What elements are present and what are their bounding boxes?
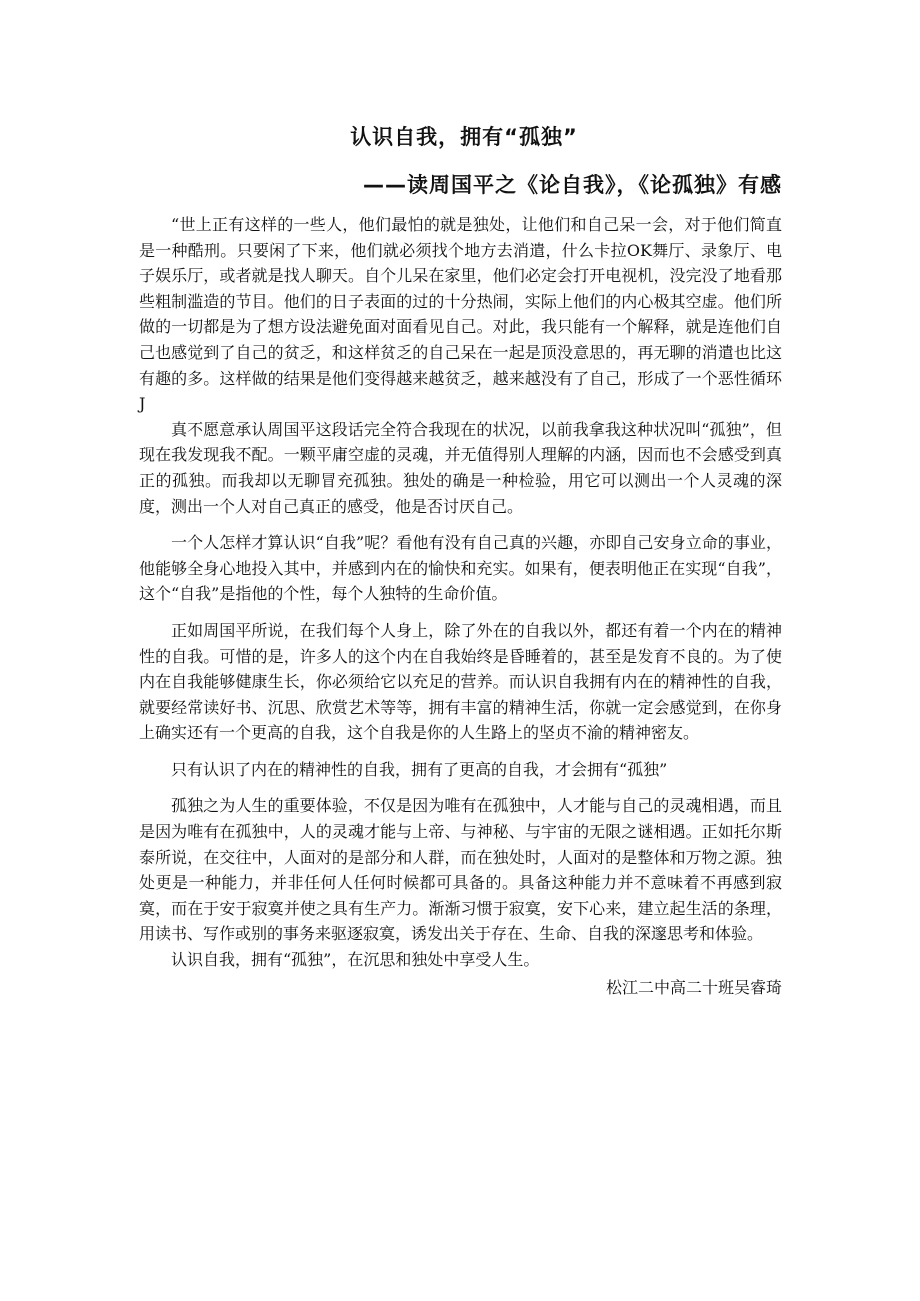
paragraph-solitude-claim: 只有认识了内在的精神性的自我，拥有了更高的自我，才会拥有“孤独” xyxy=(171,759,668,779)
paragraph-quote: “世上正有这样的一些人，他们最怕的就是独处，让他们和自己呆一会，对于他们简直是一种酷刑。只要闲了下来，他们就必须找个地方去消遣，什么卡拉OK舞厅、录象厅、电子娱乐厅，或者就是找人聊天。自个儿呆在家里，他们必定会打开电视机，没完没了地看那些粗制滥造的节目。他们的日子表面的过的十分热闹，实际上他们的内心极其空虚。他们所做的一切都是为了想方设法避免面对面看见自己。对此，我只能有一个解释，就是连他们自己也感觉到了自己的贫乏，和这样贫乏的自己呆在一起是顶没意思的，再无聊的消遣也比这有趣的多。这样做的结果是他们变得越来越贫乏，越来越没有了自己，形成了一个恶性循环J xyxy=(139,215,782,414)
paragraph-solitude-experience: 孤独之为人生的重要体验，不仅是因为唯有在孤独中，人才能与自己的灵魂相遇，而且是因为唯有在孤独中，人的灵魂才能与上帝、与神秘、与宇宙的无限之谜相遇。正如托尔斯泰所说，在交往中，人面对的是部分和人群，而在独处时，人面对的是整体和万物之源。独处更是一种能力，并非任何人任何时候都可具备的。具备这种能力并不意味着不再感到寂寞，而在于安于寂寞并使之具有生产力。渐渐习惯于寂寞，安下心来，建立起生活的条理，用读书、写作或别的事务来驱逐寂寞，诱发出关于存在、生命、自我的深邃思考和体验。 xyxy=(139,796,782,944)
document-body xyxy=(139,212,782,1000)
paragraph-conclusion: 认识自我，拥有“孤独”，在沉思和独处中享受人生。 xyxy=(171,950,540,970)
author-signature: 松江二中高二十班吴睿琦 xyxy=(605,977,782,997)
document-title: 认识自我，拥有“孤独” xyxy=(350,125,578,149)
paragraph-self-recognition: 一个人怎样才算认识“自我”呢？看他有没有自己真的兴趣，亦即自己安身立命的事业，他能够全身心地投入其中，并感到内在的愉快和充实。如果有，便表明他正在实现“自我”，这个“自我”是指他的个性，每个人独特的生命价值。 xyxy=(139,533,782,604)
paragraph-reflection: 真不愿意承认周国平这段话完全符合我现在的状况，以前我拿我这种状况叫“孤独”，但现在我发现我不配。一颗平庸空虚的灵魂，并无值得别人理解的内涵，因而也不会感受到真正的孤独。而我却以无聊冒充孤独。独处的确是一种检验，用它可以测出一个人灵魂的深度，测出一个人对自己真正的感受，他是否讨厌自己。 xyxy=(139,419,782,516)
paragraph-inner-self: 正如周国平所说，在我们每个人身上，除了外在的自我以外，都还有着一个内在的精神性的自我。可惜的是，许多人的这个内在自我始终是昏睡着的，甚至是发育不良的。为了使内在自我能够健康生长，你必须给它以充足的营养。而认识自我拥有内在的精神性的自我，就要经常读好书、沉思、欣赏艺术等等，拥有丰富的精神生活，你就一定会感觉到，在你身上确实还有一个更高的自我，这个自我是你的人生路上的坚贞不渝的精神密友。 xyxy=(139,620,782,743)
document-subtitle: ——读周国平之《论自我》，《论孤独》有感 xyxy=(363,173,782,197)
